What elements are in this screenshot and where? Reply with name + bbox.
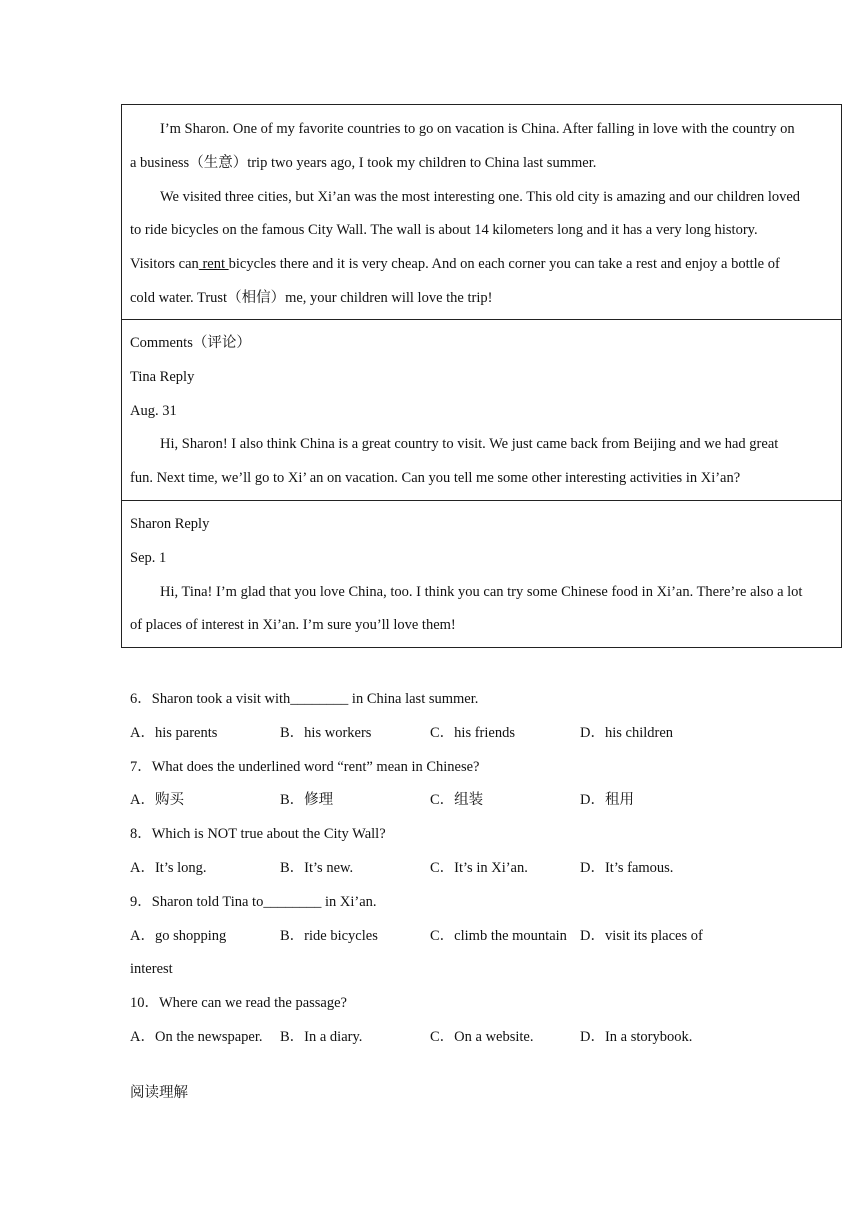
comment-box-sharon <box>121 500 842 648</box>
option-c: C．It’s in Xi’an. <box>430 860 528 876</box>
question-6: 6．Sharon took a visit with________ in China last summer. <box>130 691 479 707</box>
passage-text: bicycles there and it is very cheap. And on each corner you can take a rest and enjoy a bottle of <box>228 256 780 272</box>
comment-line: fun. Next time, we’ll go to Xi’ an on vacation. Can you tell me some other interesting activities in Xi’an? <box>130 470 741 486</box>
comment-line: Hi, Tina! I’m glad that you love China, too. I think you can try some Chinese food in Xi’an. There’re also a lot <box>160 584 803 600</box>
option-b: B．his workers <box>280 725 372 741</box>
comments-header: Comments（评论） <box>130 335 251 351</box>
option-d: D．visit its places of <box>580 928 703 944</box>
passage-line <box>130 247 835 281</box>
passage-text: Visitors can <box>130 256 199 272</box>
option-d: D．In a storybook. <box>580 1029 693 1045</box>
option-a: A．go shopping <box>130 928 227 944</box>
comment-line: Hi, Sharon! I also think China is a great country to visit. We just came back from Beijing and we had great <box>160 436 779 452</box>
option-c: C．climb the mountain <box>430 928 567 944</box>
passage-box <box>121 104 842 320</box>
comment-line: of places of interest in Xi’an. I’m sure you’ll love them! <box>130 617 456 633</box>
passage-line: I’m Sharon. One of my favorite countries to go on vacation is China. After falling in love with the country on <box>160 121 795 137</box>
option-d-continuation: interest <box>130 961 173 977</box>
comment-box-tina <box>121 319 842 501</box>
option-a: A．his parents <box>130 725 218 741</box>
option-d: D．his children <box>580 725 674 741</box>
comment-author: Tina Reply <box>130 369 195 385</box>
option-b: B．In a diary. <box>280 1029 363 1045</box>
question-10: 10．Where can we read the passage? <box>130 995 347 1011</box>
question-7: 7．What does the underlined word “rent” mean in Chinese? <box>130 759 480 775</box>
option-b: B．It’s new. <box>280 860 354 876</box>
passage-line: We visited three cities, but Xi’an was the most interesting one. This old city is amazing and our children loved <box>160 189 801 205</box>
passage-line: to ride bicycles on the famous City Wall. The wall is about 14 kilometers long and it has a very long history. <box>130 222 758 238</box>
option-c: C．组装 <box>430 792 484 808</box>
passage-line: cold water. Trust（相信）me, your children will love the trip! <box>130 290 493 306</box>
option-a: A．On the newspaper. <box>130 1029 263 1045</box>
comment-date: Aug. 31 <box>130 403 177 419</box>
option-c: C．On a website. <box>430 1029 534 1045</box>
underlined-word-rent: rent <box>198 256 229 272</box>
option-d: D．租用 <box>580 792 634 808</box>
passage-line: a business（生意）trip two years ago, I took my children to China last summer. <box>130 155 597 171</box>
option-b: B．ride bicycles <box>280 928 378 944</box>
option-c: C．his friends <box>430 725 515 741</box>
option-b: B．修理 <box>280 792 334 808</box>
section-footer: 阅读理解 <box>130 1085 188 1101</box>
comment-date: Sep. 1 <box>130 550 167 566</box>
option-a: A．It’s long. <box>130 860 207 876</box>
question-9: 9．Sharon told Tina to________ in Xi’an. <box>130 894 377 910</box>
option-d: D．It’s famous. <box>580 860 674 876</box>
option-a: A．购买 <box>130 792 184 808</box>
comment-author: Sharon Reply <box>130 516 210 532</box>
question-8: 8．Which is NOT true about the City Wall? <box>130 826 386 842</box>
